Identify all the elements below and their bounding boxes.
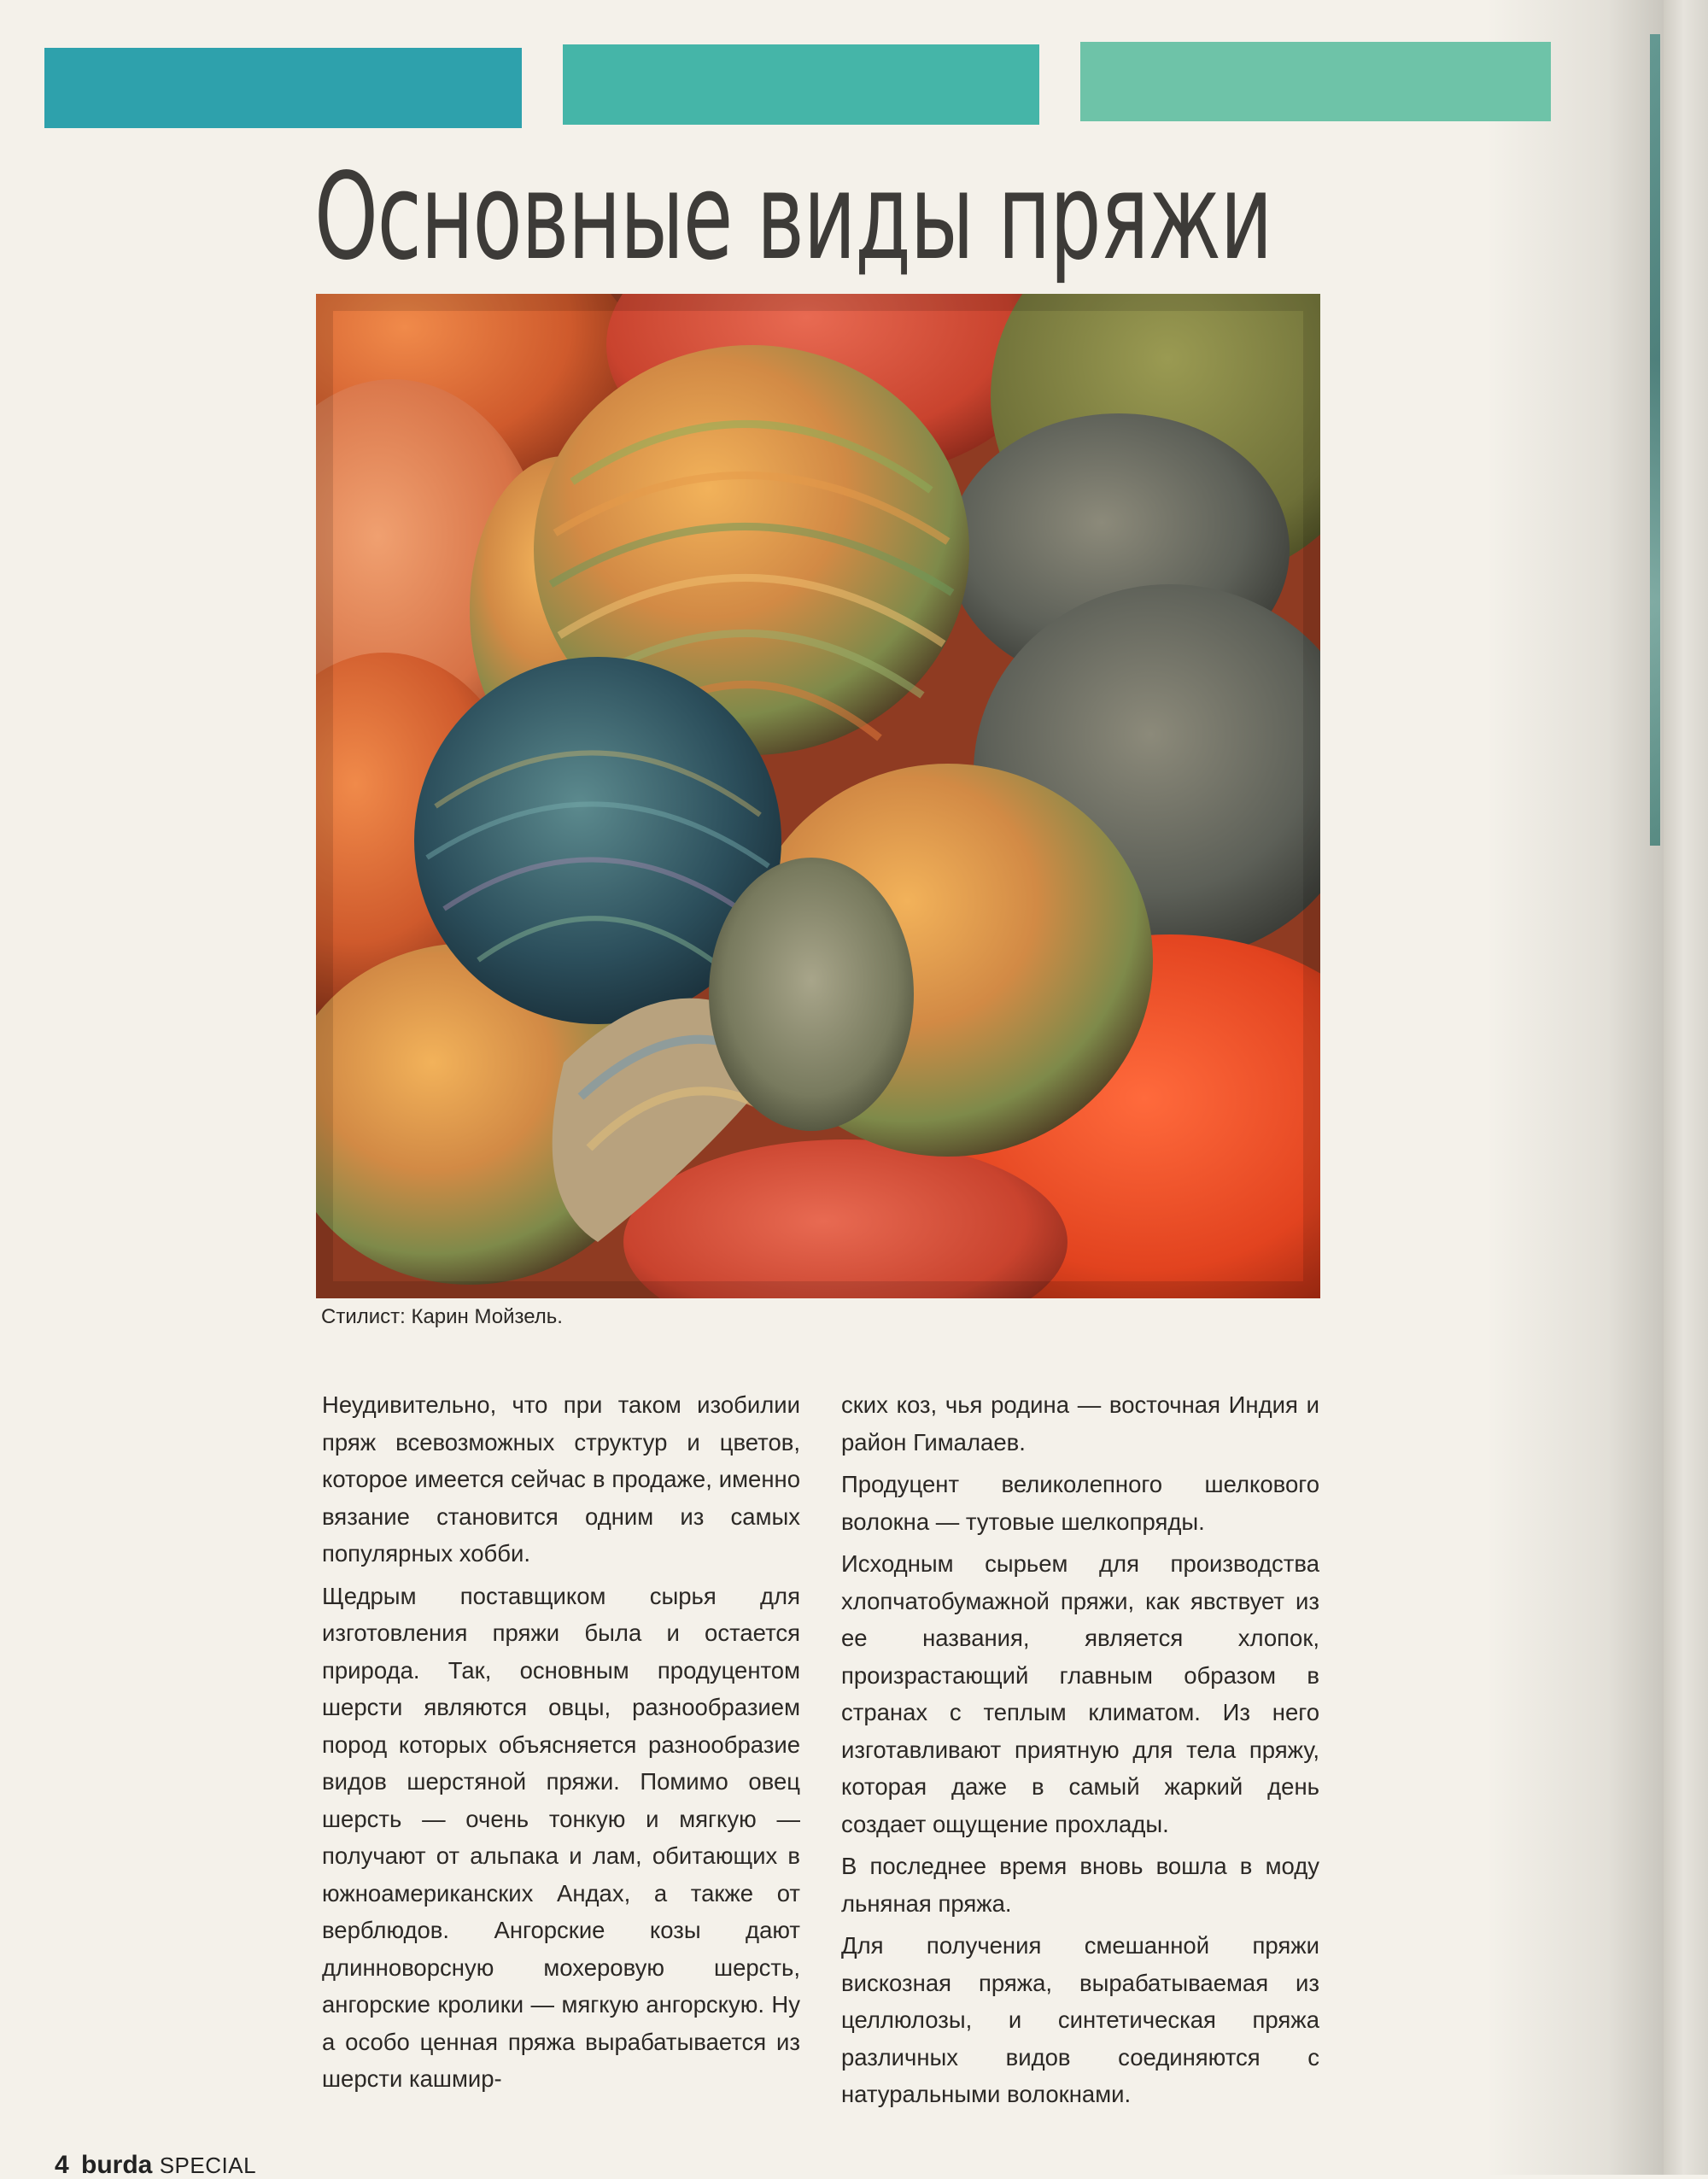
article-column-right <box>841 1386 1319 2118</box>
paragraph: В последнее время вновь вошла в моду льняная пряжа. <box>841 1853 1319 1917</box>
photo-caption: Стилист: Карин Мойзель. <box>321 1305 563 1328</box>
paragraph: Для получения смешанной пряжи вискозная пряжа, вырабатываемая из целлюлозы, и синтетическая пряжа различных видов соединяются с натуральными волокнами. <box>841 1932 1319 2107</box>
magazine-spine <box>1664 0 1708 2175</box>
spine-color-stripe <box>1650 34 1660 846</box>
magazine-edition: SPECIAL <box>159 2153 257 2178</box>
color-band-mint <box>1080 42 1551 121</box>
yarn-balls-photo <box>316 294 1320 1298</box>
paragraph: ских коз, чья родина — восточная Индия и район Гималаев. <box>841 1391 1319 1456</box>
page-title: Основные виды пряжи <box>314 148 1272 287</box>
page-number: 4 <box>55 2151 69 2179</box>
color-band-turquoise <box>563 44 1039 125</box>
paragraph: Продуцент великолепного шелкового волокна — тутовые шелкопряды. <box>841 1471 1319 1535</box>
article-column-left <box>322 1386 800 2103</box>
paragraph: Щедрым поставщиком сырья для изготовления пряжи была и остается природа. Так, основным продуцентом шерсти являются овцы, разнообразием пород которых объясняется разнообразие видов шерстяной пряжи. Помимо овец шерсть — очень тонкую и мягкую — получают от альпака и лам, обитающих в южноамериканских Андах, а также от верблюдов. Ангорские козы дают длинноворсную мохеровую шерсть, ангорские кролики — мягкую ангорскую. Ну а особо ценная пряжа вырабатывается из шерсти кашмир- <box>322 1582 800 2092</box>
paragraph: Исходным сырьем для производства хлопчатобумажной пряжи, как явствует из ее названия, является хлопок, произрастающий главным образом в странах с теплым климатом. Из него изготавливают приятную для тела пряжу, которая даже в самый жаркий день создает ощущение прохлады. <box>841 1550 1319 1837</box>
paragraph: Неудивительно, что при таком изобилии пряж всевозможных структур и цветов, которое имеется сейчас в продаже, именно вязание становится одним из самых популярных хобби. <box>322 1391 800 1567</box>
magazine-brand: burda <box>81 2151 153 2179</box>
color-band-teal <box>44 48 522 128</box>
